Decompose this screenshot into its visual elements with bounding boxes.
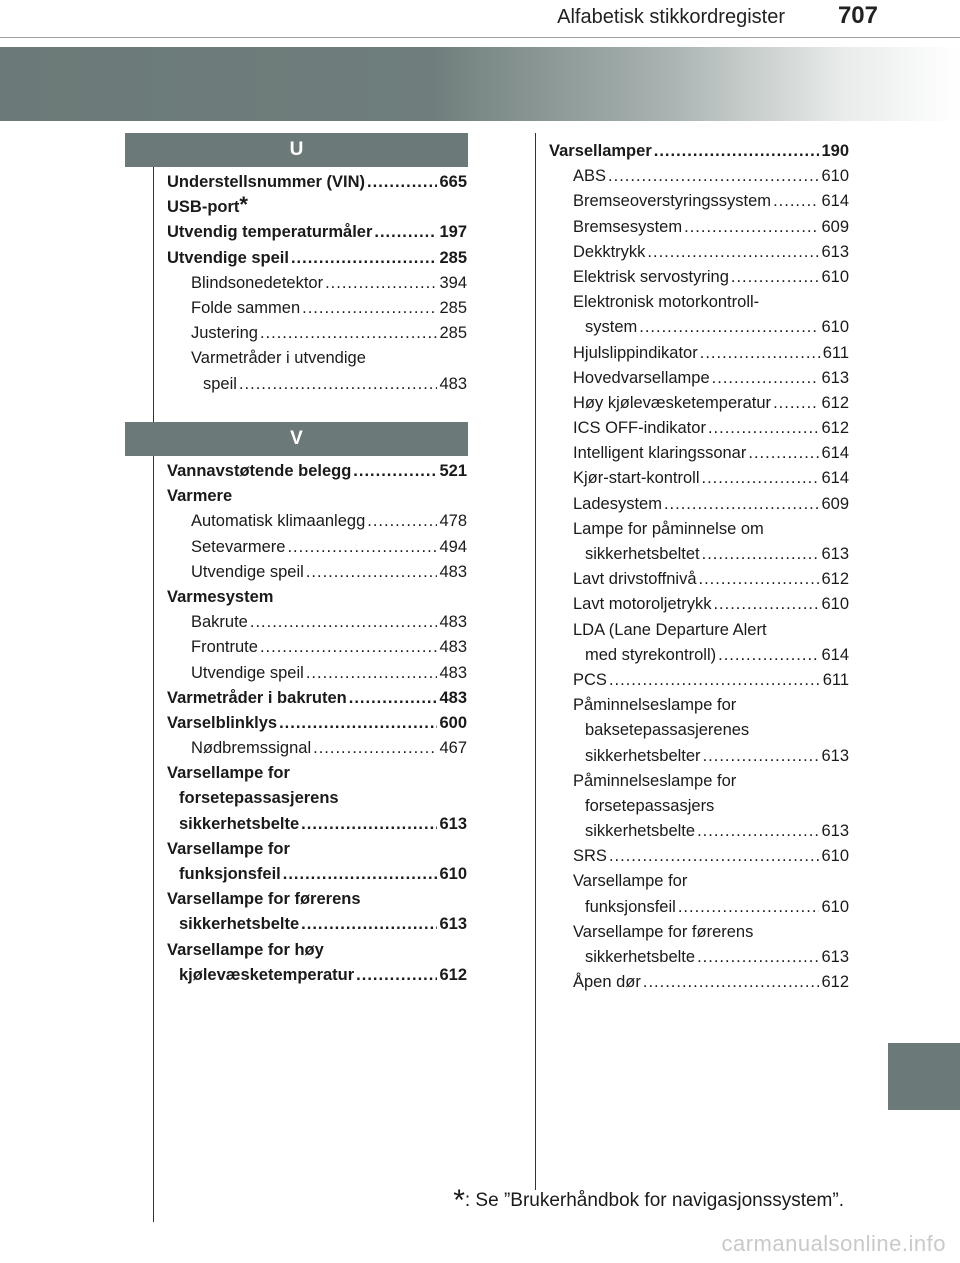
entry-page-number: 612: [821, 973, 849, 992]
header-banner: [0, 47, 960, 121]
dot-leader: [713, 592, 819, 617]
footnote-text: : Se ”Brukerhåndbok for navigasjonssystem”.: [464, 1190, 844, 1211]
index-section-v: [167, 459, 467, 988]
entry-term: Varmere: [167, 487, 233, 506]
index-entry: [167, 560, 467, 585]
entry-term: Påminnelseslampe for: [573, 696, 737, 715]
entry-page-number: 613: [821, 368, 849, 387]
chapter-tab: [888, 1043, 960, 1110]
index-entry: [549, 517, 849, 542]
entry-term: Frontrute: [191, 638, 258, 657]
index-entry: [167, 484, 467, 509]
middle-column-rule: [535, 133, 536, 1190]
entry-term: sikkerhetsbelte: [179, 814, 300, 833]
entry-term: Intelligent klaringssonar: [573, 444, 747, 463]
index-entry: [167, 459, 467, 484]
index-entry: [167, 963, 467, 988]
index-entry: [167, 246, 467, 271]
entry-page-number: 614: [821, 192, 849, 211]
entry-term: Åpen dør: [573, 973, 641, 992]
index-entry: [167, 711, 467, 736]
section-header-u: U: [125, 133, 468, 167]
index-entry: [549, 618, 849, 643]
entry-term: Folde sammen: [191, 298, 301, 317]
dot-leader: [301, 912, 437, 937]
entry-term: speil: [203, 374, 237, 393]
entry-term: Automatisk klimaanlegg: [191, 512, 366, 531]
entry-page-number: 614: [821, 444, 849, 463]
entry-term: Utvendige speil: [167, 248, 289, 267]
entry-term: forsetepassasjers: [585, 796, 715, 815]
entry-page-number: 611: [822, 670, 849, 689]
entry-term: USB-port: [167, 198, 240, 217]
section-header-v: V: [125, 422, 468, 456]
entry-page-number: 197: [439, 223, 467, 242]
dot-leader: [697, 945, 819, 970]
entry-term: sikkerhetsbelte: [585, 822, 696, 841]
entry-term: Varmesystem: [167, 587, 274, 606]
dot-leader: [609, 844, 820, 869]
index-entry: [167, 220, 467, 245]
entry-page-number: 665: [439, 173, 467, 191]
entry-page-number: 610: [821, 267, 849, 286]
dot-leader: [291, 246, 438, 271]
entry-page-number: 483: [439, 374, 467, 393]
entry-page-number: 612: [821, 570, 849, 589]
index-entry: [167, 786, 467, 811]
dot-leader: [684, 215, 819, 240]
index-entry: [167, 736, 467, 761]
entry-term: Varsellamper: [549, 142, 652, 160]
dot-leader: [664, 492, 820, 517]
index-entry: [549, 592, 849, 617]
dot-leader: [702, 542, 820, 567]
entry-page-number: 614: [821, 469, 849, 488]
entry-term: Lampe for påminnelse om: [573, 519, 764, 538]
entry-term: Varsellampe for førerens: [573, 922, 754, 941]
dot-leader: [260, 321, 438, 346]
running-header-title: Alfabetisk stikkordregister: [557, 6, 785, 28]
dot-leader: [367, 170, 437, 195]
index-entry: [167, 761, 467, 786]
entry-term: Ladesystem: [573, 494, 662, 513]
entry-page-number: 394: [439, 273, 467, 292]
index-entry: [167, 321, 467, 346]
index-entry: [549, 819, 849, 844]
entry-page-number: 483: [439, 613, 467, 632]
index-entry: [167, 271, 467, 296]
index-entry: [549, 265, 849, 290]
entry-term: sikkerhetsbeltet: [585, 545, 700, 563]
dot-leader: [250, 610, 438, 635]
dot-leader: [712, 366, 820, 391]
dot-leader: [325, 271, 437, 296]
index-entry: [549, 794, 849, 819]
entry-term: kjølevæsketemperatur: [179, 965, 355, 984]
entry-term: Utvendige speil: [191, 562, 304, 581]
entry-term: Blindsonedetektor: [191, 273, 324, 292]
dot-leader: [306, 661, 438, 686]
index-entry: [167, 296, 467, 321]
dot-leader: [731, 265, 820, 290]
index-entry: [167, 938, 467, 963]
index-entry: [167, 686, 467, 711]
dot-leader: [306, 560, 438, 585]
entry-term: sikkerhetsbelte: [179, 915, 300, 934]
dot-leader: [718, 643, 819, 668]
index-entry: [549, 718, 849, 743]
index-entry: [549, 492, 849, 517]
dot-leader: [349, 686, 438, 711]
entry-term: Utvendige speil: [191, 663, 304, 682]
entry-term: forsetepassasjerens: [179, 789, 339, 808]
page-number: 707: [837, 2, 878, 29]
index-entry: [549, 895, 849, 920]
entry-page-number: 467: [439, 739, 467, 758]
entry-term: Setevarmere: [191, 537, 286, 556]
index-entry: [167, 535, 467, 560]
entry-term: sikkerhetsbelter: [585, 746, 701, 765]
entry-page-number: 190: [821, 142, 849, 160]
index-entry: [549, 643, 849, 668]
index-section-u: [167, 170, 467, 397]
entry-page-number: 609: [821, 217, 849, 236]
entry-term: Varsellampe for førerens: [167, 890, 361, 909]
entry-term: Varsellampe for: [167, 839, 290, 858]
footnote-asterisk: *: [453, 1184, 465, 1217]
entry-page-number: 613: [439, 814, 467, 833]
entry-term: Elektronisk motorkontroll-: [573, 293, 760, 312]
entry-page-number: 610: [821, 595, 849, 614]
entry-term: sikkerhetsbelte: [585, 948, 696, 966]
index-entry: [549, 567, 849, 592]
index-entry: [549, 341, 849, 366]
index-entry: [549, 290, 849, 315]
index-entry: [549, 164, 849, 189]
entry-term: ICS OFF-indikator: [573, 419, 706, 438]
entry-page-number: 609: [821, 494, 849, 513]
entry-term: Påminnelseslampe for: [573, 771, 737, 790]
entry-page-number: 285: [439, 248, 467, 267]
entry-page-number: 610: [821, 847, 849, 866]
entry-page-number: 613: [821, 948, 849, 966]
entry-page-number: 613: [821, 746, 849, 765]
watermark: carmanualsonline.info: [721, 1231, 946, 1256]
dot-leader: [697, 819, 819, 844]
entry-page-number: 613: [439, 915, 467, 934]
dot-leader: [700, 341, 821, 366]
entry-term: Varmetråder i utvendige: [191, 349, 366, 368]
index-entry: [549, 693, 849, 718]
left-column-rule: [153, 160, 154, 1222]
entry-term: Kjør-start-kontroll: [573, 469, 700, 488]
entry-term: Høy kjølevæsketemperatur: [573, 393, 772, 412]
index-entry: [167, 346, 467, 371]
entry-term: Dekktrykk: [573, 242, 646, 261]
index-entry: [549, 542, 849, 567]
dot-leader: [609, 668, 821, 693]
dot-leader: [639, 315, 819, 340]
entry-term: Varsellampe for: [167, 764, 290, 783]
dot-leader: [708, 416, 820, 441]
index-entry: [549, 189, 849, 214]
index-entry: [549, 945, 849, 970]
entry-page-number: 483: [439, 638, 467, 657]
entry-term: Varselblinklys: [167, 713, 278, 732]
index-right-column: [549, 139, 849, 995]
entry-term: Bakrute: [191, 613, 248, 632]
dot-leader: [301, 812, 437, 837]
dot-leader: [302, 296, 437, 321]
index-entry: USB-port *: [167, 195, 467, 220]
entry-page-number: 285: [439, 324, 467, 343]
dot-leader: [374, 220, 437, 245]
index-entry: [167, 372, 467, 397]
entry-page-number: 521: [439, 462, 467, 480]
entry-page-number: 483: [439, 688, 467, 707]
entry-page-number: 478: [439, 512, 467, 531]
entry-term: Lavt motoroljetrykk: [573, 595, 712, 614]
index-entry: [549, 315, 849, 340]
entry-page-number: 613: [821, 242, 849, 261]
index-entry: [549, 416, 849, 441]
entry-page-number: 285: [439, 298, 467, 317]
entry-term: funksjonsfeil: [179, 865, 281, 883]
dot-leader: [356, 963, 437, 988]
dot-leader: [703, 744, 820, 769]
dot-leader: [748, 441, 819, 466]
dot-leader: [773, 189, 819, 214]
index-entry: [167, 887, 467, 912]
entry-page-number: 483: [439, 562, 467, 581]
entry-term: Varsellampe for: [573, 872, 688, 891]
entry-term: PCS: [573, 670, 607, 689]
entry-term: med styrekontroll): [585, 645, 717, 664]
dot-leader: [287, 535, 437, 560]
dot-leader: [647, 240, 819, 265]
dot-leader: [678, 895, 820, 920]
entry-term: Vannavstøtende belegg: [167, 462, 352, 480]
entry-term: Lavt drivstoffnivå: [573, 570, 697, 589]
dot-leader: [283, 862, 438, 887]
entry-term: Bremsesystem: [573, 217, 683, 236]
index-entry: [549, 920, 849, 945]
entry-term: Elektrisk servostyring: [573, 267, 729, 286]
dot-leader: [654, 139, 820, 164]
dot-leader: [239, 372, 438, 397]
entry-page-number: 610: [821, 167, 849, 186]
entry-term: baksetepassasjerenes: [585, 721, 750, 740]
entry-page-number: 614: [821, 645, 849, 664]
entry-term: system: [585, 318, 638, 337]
dot-leader: [279, 711, 437, 736]
entry-term: funksjonsfeil: [585, 897, 676, 916]
footnote: [453, 1184, 844, 1217]
entry-page-number: 611: [822, 343, 849, 362]
dot-leader: [353, 459, 437, 484]
dot-leader: [608, 164, 819, 189]
index-entry: [167, 837, 467, 862]
index-entry: [549, 215, 849, 240]
entry-page-number: 483: [439, 663, 467, 682]
entry-term: Hjulslippindikator: [573, 343, 698, 362]
index-entry: [549, 668, 849, 693]
index-entry: [167, 610, 467, 635]
index-entry: [167, 585, 467, 610]
index-entry: [549, 844, 849, 869]
header-divider: [0, 37, 960, 38]
index-entry: [549, 869, 849, 894]
entry-term: Varsellampe for høy: [167, 940, 324, 959]
index-entry: [167, 635, 467, 660]
index-entry: [549, 441, 849, 466]
index-entry: [167, 170, 467, 195]
entry-term: Nødbremssignal: [191, 739, 312, 758]
entry-page-number: 610: [439, 865, 467, 883]
entry-term: Bremseoverstyringssystem: [573, 192, 772, 211]
index-entry: [167, 509, 467, 534]
entry-term: Understellsnummer (VIN): [167, 173, 366, 191]
index-entry: [549, 769, 849, 794]
dot-leader: [773, 391, 819, 416]
entry-page-number: 494: [439, 537, 467, 556]
entry-term: ABS: [573, 167, 607, 186]
entry-page-number: 610: [821, 897, 849, 916]
dot-leader: [313, 736, 437, 761]
dot-leader: [699, 567, 820, 592]
index-entry: [167, 661, 467, 686]
index-entry: [167, 812, 467, 837]
entry-term: LDA (Lane Departure Alert: [573, 620, 767, 639]
entry-term: SRS: [573, 847, 607, 866]
entry-term: Varmetråder i bakruten: [167, 688, 347, 707]
dot-leader: [643, 970, 820, 995]
entry-page-number: 612: [821, 393, 849, 412]
index-entry: [549, 391, 849, 416]
index-entry: [167, 912, 467, 937]
index-entry: [549, 466, 849, 491]
dot-leader: [702, 466, 820, 491]
entry-page-number: 612: [439, 965, 467, 984]
dot-leader: [367, 509, 437, 534]
entry-page-number: 613: [821, 545, 849, 563]
index-entry: [549, 240, 849, 265]
index-entry: [549, 970, 849, 995]
entry-page-number: 600: [439, 713, 467, 732]
index-entry: [549, 744, 849, 769]
index-entry: [167, 862, 467, 887]
entry-term: Utvendig temperaturmåler: [167, 223, 373, 242]
index-entry: [549, 366, 849, 391]
dot-leader: [260, 635, 438, 660]
entry-page-number: 610: [821, 318, 849, 337]
entry-term: Justering: [191, 324, 258, 343]
entry-term: Hovedvarsellampe: [573, 368, 710, 387]
index-entry: [549, 139, 849, 164]
entry-page-number: 613: [821, 822, 849, 841]
entry-page-number: 612: [821, 419, 849, 438]
